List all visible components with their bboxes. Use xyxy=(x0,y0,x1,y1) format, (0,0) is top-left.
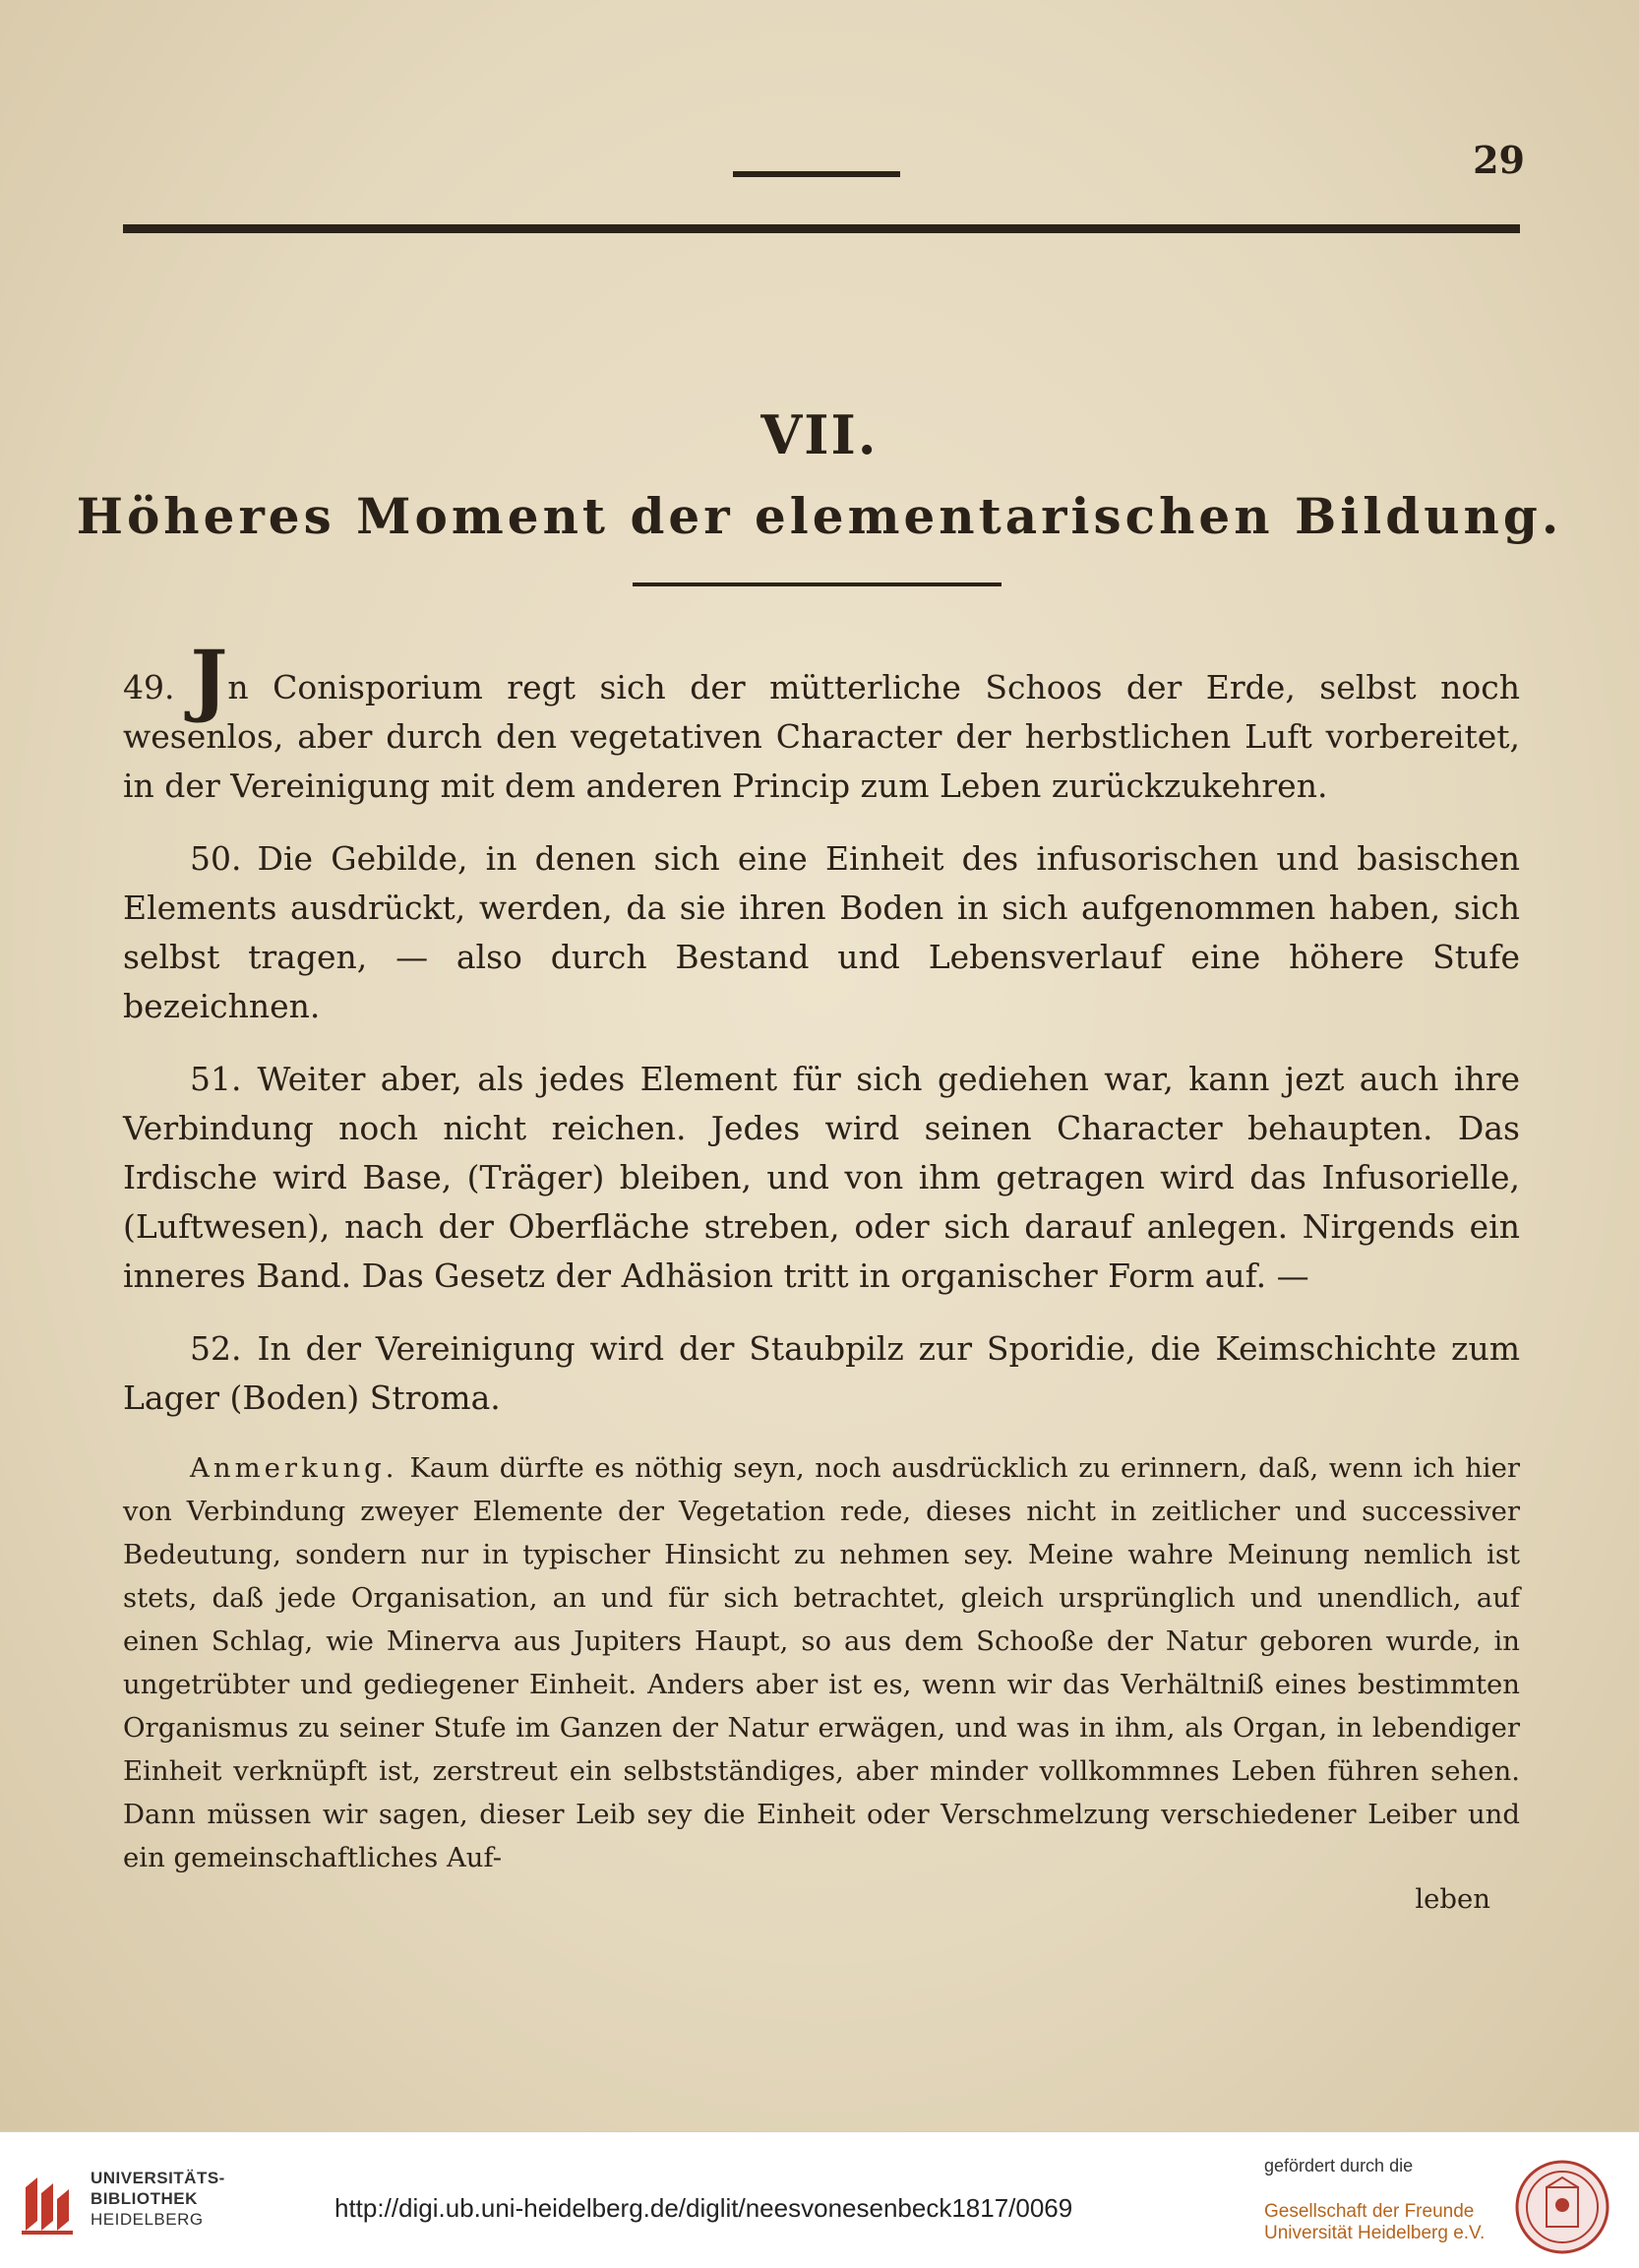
library-logo-icon xyxy=(18,2170,77,2238)
source-url-link[interactable]: http://digi.ub.uni-heidelberg.de/diglit/neesvonesenbeck1817/0069 xyxy=(334,2193,1073,2223)
university-seal-icon xyxy=(1515,2160,1609,2254)
chapter-heading: Höheres Moment der elementarischen Bildung. xyxy=(76,487,1563,545)
paragraph-text: In der Vereinigung wird der Staubpilz zur Sporidie, die Keimschichte zum Lager (Boden) Stroma. xyxy=(123,1329,1520,1417)
paragraph-51 xyxy=(123,1055,1520,1301)
paragraph-text: n Conisporium regt sich der mütterliche Schoos der Erde, selbst noch wesenlos, aber durch den vegetativen Character der herbstlichen Luft vorbereitet, in der Vereinigung mit dem anderen Princip zum Leben zurückzukehren. xyxy=(123,668,1520,805)
paragraph-50 xyxy=(123,834,1520,1031)
drop-cap: J xyxy=(190,633,228,725)
paragraph-text: Die Gebilde, in denen sich eine Einheit des infusorischen und basischen Elements ausdrückt, werden, da sie ihren Boden in sich aufgenommen haben, sich selbst tragen, — also durch Bestand und Lebensverlauf eine höhere Stufe bezeichnen. xyxy=(123,839,1520,1025)
paragraph-52 xyxy=(123,1324,1520,1423)
library-name-line2: BIBLIOTHEK xyxy=(91,2189,198,2208)
funder-name-line2: Universität Heidelberg e.V. xyxy=(1264,2223,1486,2243)
header-rule xyxy=(123,224,1520,233)
paragraph-number: 51. xyxy=(190,1060,242,1098)
funder-name-line1: Gesellschaft der Freunde xyxy=(1264,2201,1475,2222)
paragraph-number: 50. xyxy=(190,839,242,878)
library-name xyxy=(91,2168,225,2230)
library-name-line3: HEIDELBERG xyxy=(91,2210,204,2229)
page-body xyxy=(123,633,1520,1919)
paragraph-text: Weiter aber, als jedes Element für sich gediehen war, kann jezt auch ihre Verbindung noch nicht reichen. Jedes wird seinen Character behaupten. Das Irdische wird Base, (Träger) bleiben, und von ihm getragen wird das Infusorielle, (Luftwesen), nach der Oberfläche streben, oder sich darauf anlegen. Nirgends ein inneres Band. Das Gesetz der Adhäsion tritt in organischer Form auf. — xyxy=(123,1060,1520,1295)
note-text: Kaum dürfte es nöthig seyn, noch ausdrücklich zu erinnern, daß, wenn ich hier von Verbindung zweyer Elemente der Vegetation rede, dieses nicht in zeitlicher und successiver Bedeutung, sondern nur in typischer Hinsicht zu nehmen sey. Meine wahre Meinung nemlich ist stets, daß jede Organisation, an und für sich betrachtet, gleich ursprünglich und unendlich, auf einen Schlag, wie Minerva aus Jupiters Haupt, so aus dem Schooße der Natur geboren wurde, in ungetrübter und gediegener Einheit. Anders aber ist es, wenn wir das Verhältniß eines bestimmten Organismus zu seiner Stufe im Ganzen der Natur erwägen, und was in ihm, als Organ, in lebendiger Einheit verknüpft ist, zerstreut ein selbstständiges, aber minder vollkommnes Leben führen sehen. Dann müssen wir sagen, dieser Leib sey die Einheit oder Verschmelzung verschiedener Leiber und ein gemeinschaftliches Auf- xyxy=(123,1452,1520,1873)
heading-rule xyxy=(633,582,1002,586)
paragraph-number: 52. xyxy=(190,1329,242,1368)
note-label: Anmerkung. xyxy=(190,1452,398,1484)
catchword: leben xyxy=(1415,1883,1490,1915)
funded-by-label: gefördert durch die xyxy=(1264,2156,1414,2176)
library-name-line1: UNIVERSITÄTS- xyxy=(91,2169,225,2187)
page-number: 29 xyxy=(1473,138,1525,182)
paragraph-number: 49. xyxy=(123,668,175,706)
top-short-rule xyxy=(733,171,900,177)
digitization-footer xyxy=(0,2131,1639,2268)
chapter-number: VII. xyxy=(760,403,879,466)
paragraph-49 xyxy=(123,633,1520,811)
funder-name xyxy=(1264,2201,1485,2244)
annotation-note xyxy=(123,1446,1520,1879)
